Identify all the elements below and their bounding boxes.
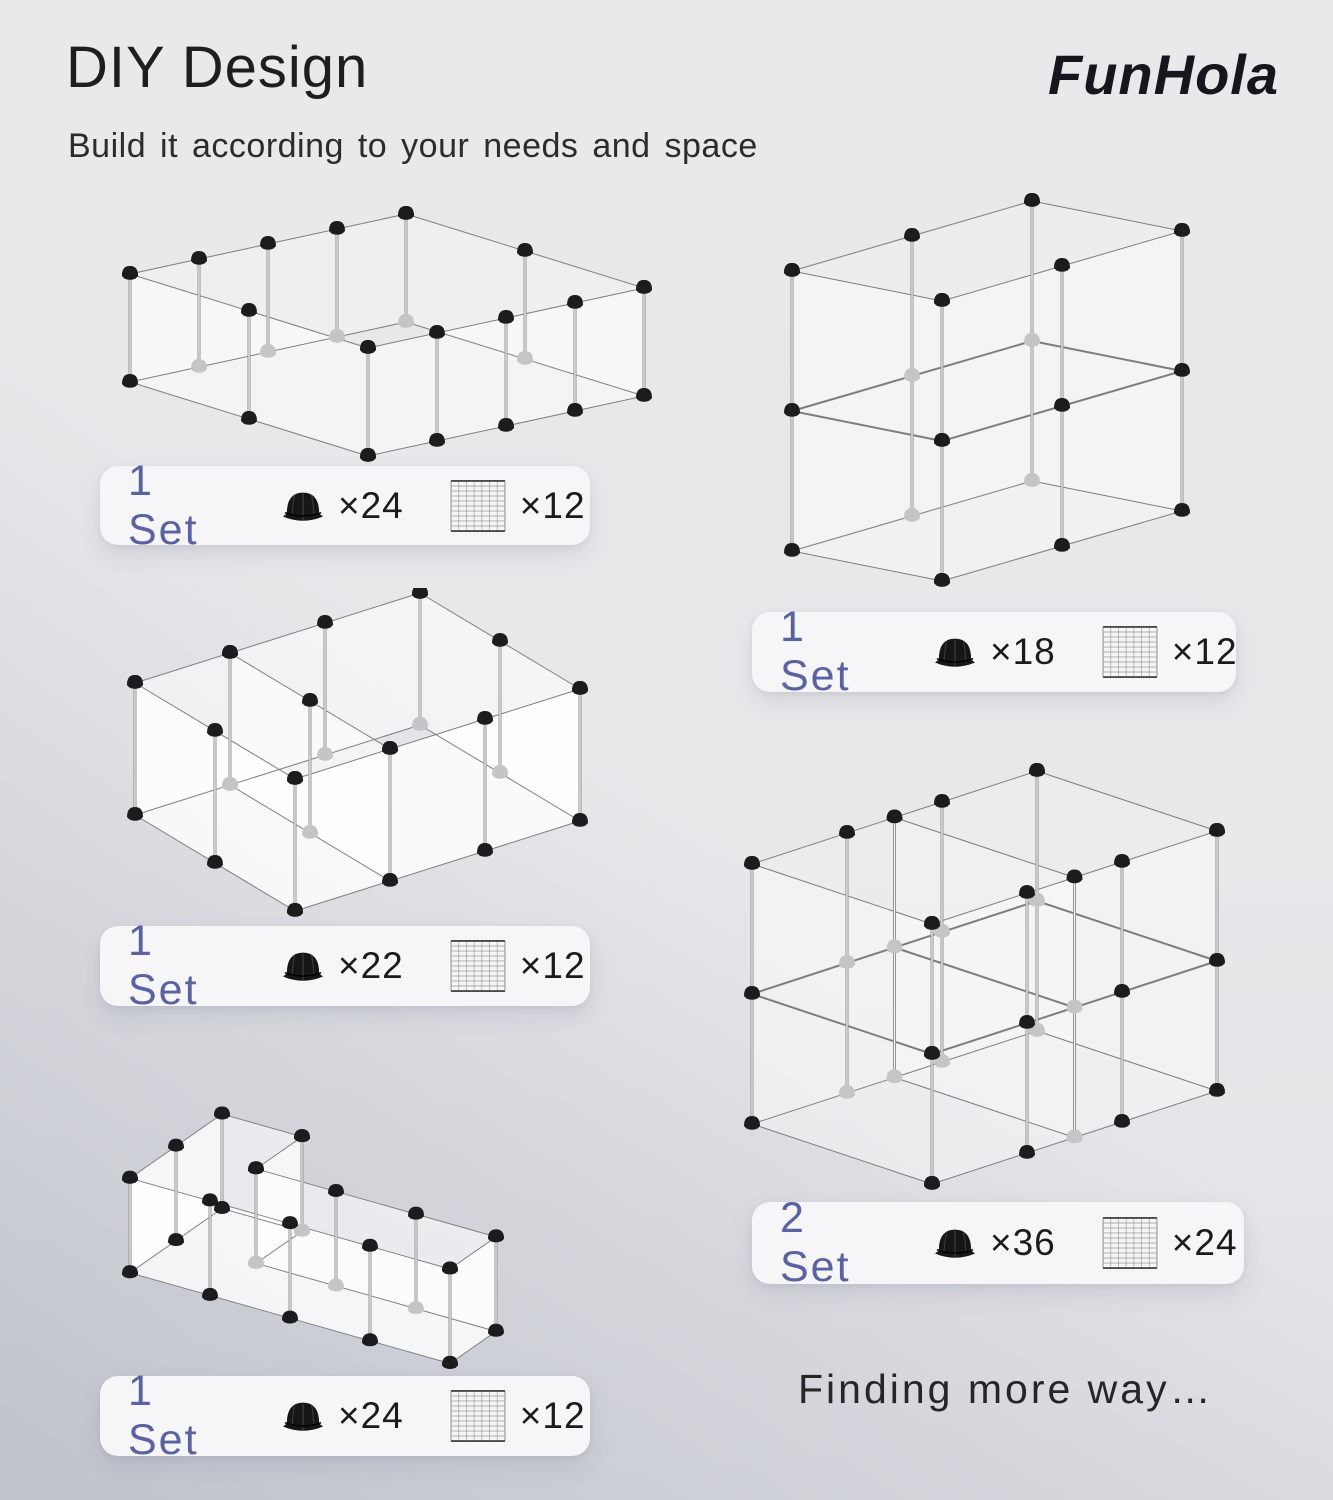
- l-shaped-playpen-wireframe: [90, 1046, 612, 1372]
- set-count-label: 2 Set: [780, 1194, 851, 1291]
- set-count-label: 1 Set: [128, 917, 199, 1014]
- connector-count: ×22: [338, 945, 404, 986]
- connector-count: ×24: [338, 484, 404, 526]
- config-pill-4: [100, 1367, 590, 1464]
- set-count-label: 1 Set: [780, 603, 851, 700]
- config-pill-5: [752, 1194, 1244, 1291]
- page-subtitle: Build it according to your needs and space: [68, 127, 758, 165]
- illustration-two-tier-enclosure: [772, 186, 1254, 608]
- panel-count: ×12: [1171, 631, 1238, 672]
- set-count-label: 1 Set: [128, 1367, 199, 1464]
- panel-count: ×12: [519, 945, 586, 986]
- connector-count: ×18: [990, 631, 1056, 672]
- ball-connector-icon: [932, 1223, 978, 1263]
- illustration-divided-playpen: [95, 588, 667, 926]
- ball-connector-icon: [280, 1396, 326, 1436]
- panel-count: ×12: [519, 484, 586, 526]
- config-pill-2: [752, 603, 1238, 700]
- illustration-rectangular-playpen: [100, 192, 692, 464]
- ball-connector-icon: [280, 486, 326, 526]
- divided-playpen-wireframe: [95, 588, 667, 926]
- config-pill-3: [100, 917, 590, 1014]
- connector-count: ×24: [338, 1395, 404, 1436]
- wire-grid-panel-icon: [450, 480, 506, 532]
- wire-grid-panel-icon: [450, 940, 506, 992]
- illustration-double-two-tier-enclosure: [724, 744, 1333, 1196]
- footer-note: Finding more way…: [798, 1366, 1214, 1412]
- wire-grid-panel-icon: [1102, 626, 1158, 678]
- rectangular-playpen-wireframe: [100, 192, 692, 464]
- wire-grid-panel-icon: [1102, 1217, 1158, 1269]
- connector-count: ×36: [990, 1222, 1056, 1263]
- page-title: DIY Design: [66, 35, 369, 100]
- panel-count: ×24: [1171, 1222, 1238, 1263]
- panel-count: ×12: [519, 1395, 586, 1436]
- wire-grid-panel-icon: [450, 1390, 506, 1442]
- config-pill-1: [100, 456, 590, 554]
- ball-connector-icon: [932, 632, 978, 672]
- brand-logo: FunHola: [1048, 43, 1279, 106]
- set-count-label: 1 Set: [128, 456, 199, 554]
- ball-connector-icon: [280, 946, 326, 986]
- double-two-tier-enclosure-wireframe: [724, 744, 1333, 1196]
- two-tier-enclosure-wireframe: [772, 186, 1254, 608]
- illustration-l-shaped-playpen: [90, 1046, 612, 1372]
